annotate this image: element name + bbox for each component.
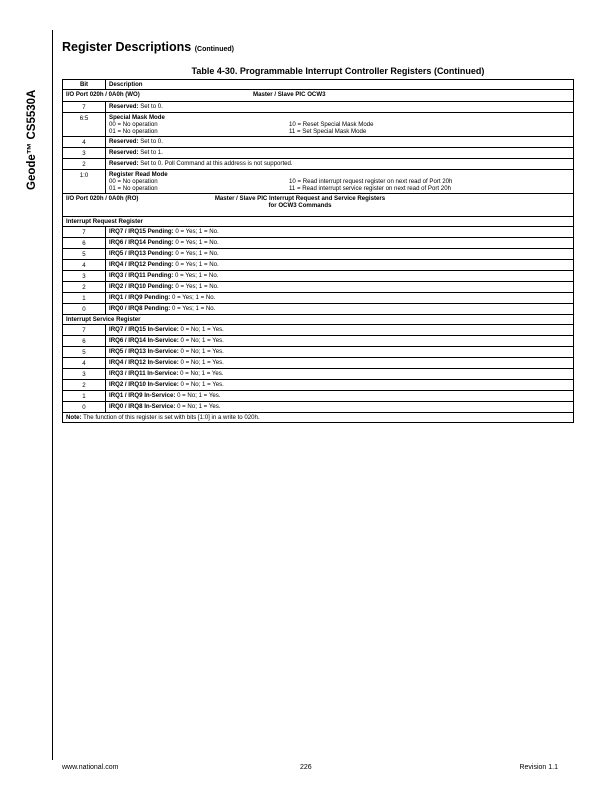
description-cell bbox=[106, 304, 574, 315]
bit-cell: 7 bbox=[63, 102, 106, 113]
table-row bbox=[63, 380, 574, 391]
port-cell bbox=[63, 90, 574, 102]
note-row bbox=[63, 413, 574, 423]
option: 00 = No operation bbox=[109, 178, 158, 185]
note-label: Note: bbox=[66, 414, 82, 421]
field-text: 0 = No; 1 = Yes. bbox=[180, 337, 224, 344]
page-title-suffix: (Continued) bbox=[194, 46, 234, 53]
field-name: IRQ5 / IRQ13 In-Service: bbox=[109, 348, 179, 355]
description-cell bbox=[106, 137, 574, 148]
table-row bbox=[63, 336, 574, 347]
port-row bbox=[63, 194, 574, 217]
ocw3-section bbox=[63, 90, 574, 194]
field-name: IRQ3 / IRQ11 Pending: bbox=[109, 272, 174, 279]
field-text: 0 = Yes; 1 = No. bbox=[175, 272, 219, 279]
description-cell bbox=[106, 369, 574, 380]
table-row bbox=[63, 304, 574, 315]
table-header-row bbox=[63, 80, 574, 90]
request-rows bbox=[63, 227, 574, 315]
field-text: 0 = No; 1 = Yes. bbox=[177, 403, 221, 410]
field-name: IRQ3 / IRQ11 In-Service: bbox=[109, 370, 179, 377]
field-text: 0 = Yes; 1 = No. bbox=[175, 261, 219, 268]
table-row bbox=[63, 249, 574, 260]
bit-cell: 6:5 bbox=[63, 113, 106, 137]
field-text: Set to 1. bbox=[140, 149, 163, 156]
sidebar bbox=[26, 40, 48, 200]
table-row bbox=[63, 137, 574, 148]
field-text: 0 = No; 1 = Yes. bbox=[177, 392, 221, 399]
port-label: I/O Port 020h / 0A0h (RO) bbox=[66, 195, 139, 202]
table-row bbox=[63, 402, 574, 413]
service-heading-section bbox=[63, 315, 574, 325]
bit-cell: 4 bbox=[63, 260, 106, 271]
field-text: Set to 0. Poll Command at this address is not supported. bbox=[140, 160, 293, 167]
field-name: IRQ6 / IRQ14 Pending: bbox=[109, 239, 174, 246]
service-rows bbox=[63, 325, 574, 413]
field-name: IRQ5 / IRQ13 Pending: bbox=[109, 250, 174, 257]
field-name: Special Mask Mode bbox=[109, 114, 165, 121]
main-content bbox=[62, 40, 574, 423]
bit-column-header: Bit bbox=[63, 80, 106, 90]
table-row bbox=[63, 102, 574, 113]
field-options bbox=[109, 178, 570, 192]
bit-cell: 1 bbox=[63, 391, 106, 402]
bit-cell: 7 bbox=[63, 325, 106, 336]
description-cell bbox=[106, 102, 574, 113]
field-text: 0 = No; 1 = Yes. bbox=[180, 381, 224, 388]
description-cell bbox=[106, 380, 574, 391]
bit-cell: 2 bbox=[63, 159, 106, 170]
note-section bbox=[63, 413, 574, 423]
bit-cell: 2 bbox=[63, 282, 106, 293]
table-caption: Table 4-30. Programmable Interrupt Controller Registers (Continued) bbox=[191, 66, 485, 76]
description-column-header: Description bbox=[106, 80, 574, 90]
bit-cell: 3 bbox=[63, 271, 106, 282]
description-cell bbox=[106, 391, 574, 402]
field-name: IRQ4 / IRQ12 In-Service: bbox=[109, 359, 179, 366]
description-cell bbox=[106, 402, 574, 413]
register-table bbox=[62, 79, 574, 423]
field-name: Reserved: bbox=[109, 160, 139, 167]
table-row bbox=[63, 282, 574, 293]
margin-rule bbox=[52, 30, 53, 760]
table-row bbox=[63, 347, 574, 358]
bit-cell: 1 bbox=[63, 293, 106, 304]
field-text: Set to 0. bbox=[140, 138, 163, 145]
table-row bbox=[63, 260, 574, 271]
description-cell bbox=[106, 170, 574, 194]
option: 00 = No operation bbox=[109, 121, 158, 128]
port-row bbox=[63, 90, 574, 102]
option: 10 = Reset Special Mask Mode bbox=[289, 121, 374, 128]
options-right bbox=[289, 121, 374, 135]
field-name: IRQ7 / IRQ15 Pending: bbox=[109, 228, 174, 235]
irr-section bbox=[63, 194, 574, 227]
page-title bbox=[62, 40, 574, 54]
option: 01 = No operation bbox=[109, 128, 158, 135]
description-cell bbox=[106, 159, 574, 170]
field-name: IRQ1 / IRQ9 Pending: bbox=[109, 294, 171, 301]
field-text: 0 = Yes; 1 = No. bbox=[175, 250, 219, 257]
field-name: IRQ1 / IRQ9 In-Service: bbox=[109, 392, 176, 399]
field-name: IRQ2 / IRQ10 Pending: bbox=[109, 283, 174, 290]
table-row bbox=[63, 113, 574, 137]
description-cell bbox=[106, 325, 574, 336]
field-name: Register Read Mode bbox=[109, 171, 168, 178]
field-name: IRQ0 / IRQ8 In-Service: bbox=[109, 403, 176, 410]
port-cell bbox=[63, 194, 574, 217]
page-title-text: Register Descriptions bbox=[62, 40, 192, 54]
service-heading-row bbox=[63, 315, 574, 325]
table-row bbox=[63, 391, 574, 402]
port-description-line2: for OCW3 Commands bbox=[268, 202, 332, 209]
port-description-line1: Master / Slave PIC Interrupt Request and Service Registers bbox=[214, 195, 386, 202]
product-name: Geode™ CS5530A bbox=[26, 89, 38, 190]
bit-cell: 5 bbox=[63, 347, 106, 358]
field-name: IRQ6 / IRQ14 In-Service: bbox=[109, 337, 179, 344]
options-right bbox=[289, 178, 452, 192]
description-cell bbox=[106, 238, 574, 249]
table-row bbox=[63, 358, 574, 369]
description-cell bbox=[106, 148, 574, 159]
table-row bbox=[63, 238, 574, 249]
port-label: I/O Port 020h / 0A0h (WO) bbox=[66, 91, 140, 98]
description-cell bbox=[106, 293, 574, 304]
option: 11 = Read interrupt service register on next read of Port 20h bbox=[289, 185, 451, 192]
field-name: Reserved: bbox=[109, 149, 139, 156]
table-row bbox=[63, 227, 574, 238]
bit-cell: 0 bbox=[63, 402, 106, 413]
description-cell bbox=[106, 249, 574, 260]
note-cell bbox=[63, 413, 574, 423]
field-text: 0 = No; 1 = Yes. bbox=[180, 370, 224, 377]
field-name: IRQ2 / IRQ10 In-Service: bbox=[109, 381, 179, 388]
option: 01 = No operation bbox=[109, 185, 158, 192]
bit-cell: 3 bbox=[63, 369, 106, 380]
field-text: Set to 0. bbox=[140, 103, 163, 110]
bit-cell: 4 bbox=[63, 137, 106, 148]
bit-cell: 5 bbox=[63, 249, 106, 260]
table-row bbox=[63, 293, 574, 304]
bit-cell: 4 bbox=[63, 358, 106, 369]
field-name: IRQ7 / IRQ15 In-Service: bbox=[109, 326, 179, 333]
field-text: 0 = Yes; 1 = No. bbox=[175, 228, 219, 235]
table-row bbox=[63, 148, 574, 159]
footer-revision: Revision 1.1 bbox=[519, 764, 558, 771]
bit-cell: 3 bbox=[63, 148, 106, 159]
description-cell bbox=[106, 282, 574, 293]
bit-cell: 6 bbox=[63, 336, 106, 347]
description-cell bbox=[106, 347, 574, 358]
bit-cell: 6 bbox=[63, 238, 106, 249]
description-cell bbox=[106, 227, 574, 238]
field-text: 0 = Yes; 1 = No. bbox=[175, 283, 219, 290]
options-left bbox=[109, 178, 289, 192]
field-text: 0 = Yes; 1 = No. bbox=[172, 294, 216, 301]
table-row bbox=[63, 369, 574, 380]
option: 10 = Read interrupt request register on next read of Port 20h bbox=[289, 178, 453, 185]
description-cell bbox=[106, 358, 574, 369]
bit-cell: 7 bbox=[63, 227, 106, 238]
note-text: The function of this register is set with bits [1:0] in a write to 020h. bbox=[83, 414, 260, 421]
field-options bbox=[109, 121, 570, 135]
request-heading-row bbox=[63, 217, 574, 227]
field-text: 0 = No; 1 = Yes. bbox=[180, 348, 224, 355]
port-description bbox=[185, 195, 415, 209]
field-text: 0 = No; 1 = Yes. bbox=[180, 326, 224, 333]
option: 11 = Set Special Mask Mode bbox=[289, 128, 367, 135]
bit-cell: 2 bbox=[63, 380, 106, 391]
request-heading: Interrupt Request Register bbox=[63, 217, 574, 227]
options-left bbox=[109, 121, 289, 135]
field-text: 0 = No; 1 = Yes. bbox=[180, 359, 224, 366]
field-text: 0 = Yes; 1 = No. bbox=[172, 305, 216, 312]
footer-website: www.national.com bbox=[62, 764, 119, 771]
field-name: Reserved: bbox=[109, 138, 139, 145]
table-row bbox=[63, 159, 574, 170]
description-cell bbox=[106, 113, 574, 137]
port-description: Master / Slave PIC OCW3 bbox=[253, 91, 326, 98]
description-cell bbox=[106, 336, 574, 347]
description-cell bbox=[106, 260, 574, 271]
service-heading: Interrupt Service Register bbox=[63, 315, 574, 325]
field-text: 0 = Yes; 1 = No. bbox=[175, 239, 219, 246]
bit-cell: 0 bbox=[63, 304, 106, 315]
table-row bbox=[63, 170, 574, 194]
description-cell bbox=[106, 271, 574, 282]
field-name: IRQ4 / IRQ12 Pending: bbox=[109, 261, 174, 268]
table-row bbox=[63, 271, 574, 282]
bit-cell: 1:0 bbox=[63, 170, 106, 194]
footer-page-number: 226 bbox=[300, 764, 312, 771]
field-name: IRQ0 / IRQ8 Pending: bbox=[109, 305, 171, 312]
table-row bbox=[63, 325, 574, 336]
field-name: Reserved: bbox=[109, 103, 139, 110]
